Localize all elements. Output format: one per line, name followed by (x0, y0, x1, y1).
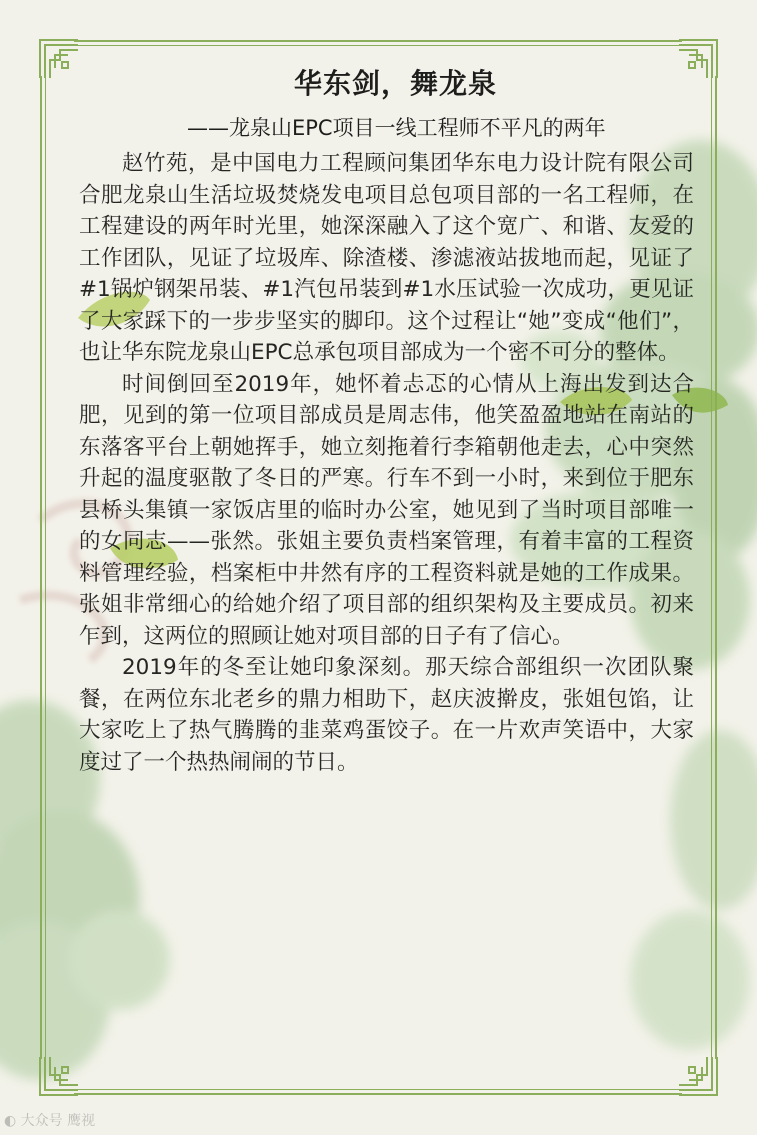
watermark-text: 大众号 鹰视 (20, 1113, 96, 1129)
paragraph-3: 2019年的冬至让她印象深刻。那天综合部组织一次团队聚餐，在两位东北老乡的鼎力相助下，赵庆波擀皮，张姐包馅，让大家吃上了热气腾腾的韭菜鸡蛋饺子。在一片欢声笑语中，大家度过了一个热热闹闹的节日。 (79, 655, 694, 775)
frame-top-border-inner (74, 45, 682, 46)
frame-left-border-inner (45, 76, 46, 1059)
watermark-logo-icon: ◐ (4, 1113, 17, 1129)
ink-wash-foliage-bottom-right (630, 730, 757, 1050)
article-subtitle: ——龙泉山EPC项目一线工程师不平凡的两年 (187, 116, 606, 140)
paragraph-2: 时间倒回至2019年，她怀着忐忑的心情从上海出发到达合肥，见到的第一位项目部成员是周志伟，他笑盈盈地站在南站的东落客平台上朝她挥手，她立刻拖着行李箱朝他走去，心中突然升起的温度驱散了冬日的严寒。行车不到一小时，来到位于肥东县桥头集镇一家饭店里的临时办公室，她见到了当时项目部唯一的女同志——张然。张姐主要负责档案管理，有着丰富的工程资料管理经验，档案柜中井然有序的工程资料就是她的工作成果。张姐非常细心的给她介绍了项目部的组织架构及主要成员。初来乍到，这两位的照顾让她对项目部的日子有了信心。 (79, 371, 694, 649)
frame-top-border (74, 40, 682, 42)
corner-ornament-top-left (38, 38, 80, 80)
article-body (79, 60, 694, 778)
frame-right-border (715, 76, 717, 1059)
paragraph-1: 赵竹苑，是中国电力工程顾问集团华东电力设计院有限公司合肥龙泉山生活垃圾焚烧发电项目总包项目部的一名工程师，在工程建设的两年时光里，她深深融入了这个宽广、和谐、友爱的工作团队，见证了垃圾库、除渣楼、渗滤液站拔地而起，见证了#1锅炉钢架吊装、#1汽包吊装到#1水压试验一次成功，更见证了大家踩下的一步步坚实的脚印。这个过程让“她”变成“他们”，也让华东院龙泉山EPC总承包项目部成为一个密不可分的整体。 (79, 151, 694, 365)
corner-ornament-bottom-right (677, 1055, 719, 1097)
article-title: 华东剑，舞龙泉 (293, 67, 497, 100)
frame-right-border-inner (711, 76, 712, 1059)
frame-left-border (40, 76, 42, 1059)
corner-ornament-bottom-left (38, 1055, 80, 1097)
source-watermark (4, 1110, 95, 1130)
frame-bottom-border-inner (74, 1089, 682, 1090)
frame-bottom-border (74, 1093, 682, 1095)
